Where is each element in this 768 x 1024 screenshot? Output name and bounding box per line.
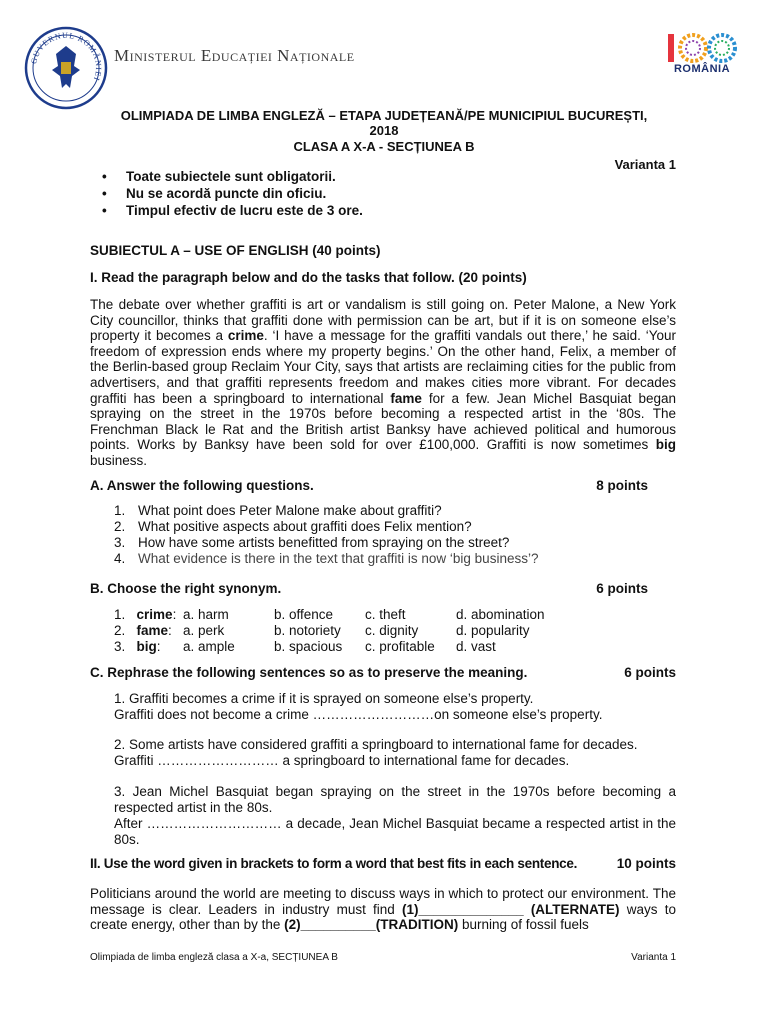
olympiad-title: OLIMPIADA DE LIMBA ENGLEZĂ – ETAPA JUDEȚEANĂ/PE MUNICIPIUL BUCUREȘTI, [120,108,648,123]
questions-list [114,503,538,567]
question-item: 1. What point does Peter Malone make about graffiti? [114,503,442,518]
part-ii-points: 10 points [616,856,676,871]
rephrase-item: 1. Graffiti becomes a crime if it is sprayed on someone else’s property. Graffiti does not become a crime ………………………on someone else’s property. [114,691,603,722]
keyword-crime: crime [227,328,264,344]
olympiad-year: 2018 [369,123,399,138]
gap-2: (2)__________(TRADITION) [284,917,459,933]
question-item: 4. What evidence is there in the text that graffiti is now ‘big business’? [114,551,539,566]
subject-a-heading: SUBIECTUL A – USE OF ENGLISH (40 points) [90,243,381,258]
romania-logo-subtext [662,76,742,81]
question-item: 3. How have some artists benefitted from spraying on the street? [114,535,510,550]
government-seal-icon [24,26,108,110]
footer-text: Olimpiada de limba engleză clasa a X-a, SECȚIUNEA B [90,952,338,963]
section-b-points: 6 points [596,581,648,596]
question-item: 2. What positive aspects about graffiti does Felix mention? [114,519,472,534]
part-ii-heading: II. Use the word given in brackets to form a word that best fits in each sentence. [90,856,578,871]
section-c-points: 6 points [624,665,676,680]
variant-label: Varianta 1 [614,157,676,172]
romania-100-logo-icon [660,26,742,96]
class-section: CLASA A X-A - SECȚIUNEA B [293,139,475,154]
keyword-fame: fame [390,390,422,406]
section-c-heading: C. Rephrase the following sentences so as to preserve the meaning. [90,665,528,680]
section-a-points: 8 points [596,478,648,493]
exam-page: GUVERNUL ROMÂNIEI Ministerul Educației Naționale ROMÂNIA OLIMPIADA DE LIMBA ENGLEZĂ – ETAPA JUDEȚEANĂ/PE MUNICIPIUL BUCUREȘTI, 2018 CLASA A X-A - SECȚIUNEA B Varianta 1 • Toate subiectele sunt obligatorii. • Nu se acordă puncte din oficiu. • Timpul efectiv de lucru este de 3 ore. SUBIECTUL A – USE OF ENGLISH (40 points) I. Read the paragraph below and do the tasks that follow. (20 points) The debate over whether graffiti is art or vandalism is still going on. Peter Malone, a New York City councillor, thinks that graffiti done with permission can be art, but if it is on someone else’s property it becomes a crime. ‘I have a message for the graffiti vandals out there,’ he said. ‘Your freedom of expression ends where my property begins.’ On the other hand, Felix, a member of the Berlin-based group Reclaim Your City, says that artists are reclaiming cities for the public from advertisers, and that graffiti represents freedom and makes cities more vibrant. For decades graffiti has been a springboard to international fame for a few. Jean Michel Basquiat began spraying on the street in the 1970s before becoming a respected artist in the ‘80s. The Frenchman Black le Rat and the British artist Banksy have achieved political and humorous points. Works by Banksy have been sold for over £100,000. Graffiti is now sometimes big business. A. Answer the following questions. 8 points 1. What point does Peter Malone make about graffiti? 2. What positive aspects about graffiti does Felix mention? 3. How have some artists benefitted from spraying on the street? 4. What evidence is there in the text that graffiti is now ‘big business’? B. Choose the right synonym. 6 points 1. crime: a. harm b. offence c. theft d. abomination 2. fame: a. perk b. notoriety c. dignity d. popularity 3. big: a. ample b. spacious c. profitable d. vast C. Rephrase the following sentences so as to preserve the meaning. 6 points 1. Graffiti becomes a crime if it is sprayed on someone else’s property. Graffiti does not become a crime ………………………on someone else’s property. 2. Some artists have considered graffiti a springboard to international fame for decades. Graffiti ……………………… a springboard to international fame for decades. 3. Jean Michel Basquiat began spraying on the street in the 1970s before becoming a respected artist in the 80s. After ………………………… a decade, Jean Michel Basquiat became a respected artist in the 80s. II. Use the word given in brackets to form a word that best fits in each sentence. 10 points Politicians around the world are meeting to discuss ways in which to protect our environment. The message is clear. Leaders in industry must find (1)______________ (ALTERNATE) ways to create energy, other than by the (2)__________(TRADITION) burning of fossil fuels Olimpiada de limba engleză clasa a X-a, SECȚIUNEA B Varianta 1 [0,0,768,1024]
gap-1: (1)______________ (ALTERNATE) [402,901,620,917]
rule-item: • Timpul efectiv de lucru este de 3 ore. [100,202,363,219]
rephrase-item: 3. Jean Michel Basquiat began spraying on the street in the 1970s before becoming a respected artist in the 80s. After ………………………… a decade, Jean Michel Basquiat became a respected artist in the 80s. [114,784,676,847]
rules-list [100,168,363,219]
romania-logo-text: ROMÂNIA [673,63,731,75]
rephrase-item: 2. Some artists have considered graffiti a springboard to international fame for decades. Graffiti ……………………… a springboard to international fame for decades. [114,737,638,768]
ministry-name: Ministerul Educației Naționale [114,46,355,65]
footer-variant: Varianta 1 [631,952,676,963]
part-i-heading: I. Read the paragraph below and do the tasks that follow. (20 points) [90,270,527,285]
rule-item: • Nu se acordă puncte din oficiu. [100,185,363,202]
part-ii-paragraph: Politicians around the world are meeting to discuss ways in which to protect our environment. The message is clear. Leaders in industry must find (1)______________ (ALTERNATE) ways to create energy, other than by the (2)__________(TRADITION) burning of fossil fuels [90,886,676,933]
rule-item: • Toate subiectele sunt obligatorii. [100,168,363,185]
svg-text:GUVERNUL ROMÂNIEI: GUVERNUL ROMÂNIEI [29,30,104,83]
keyword-big: big [655,437,676,453]
section-a-heading: A. Answer the following questions. [90,478,314,493]
section-b-heading: B. Choose the right synonym. [90,581,282,596]
reading-paragraph: The debate over whether graffiti is art or vandalism is still going on. Peter Malone, a New York City councillor, thinks that graffiti done with permission can be art, but if it is on someone else’s property it becomes a crime. ‘I have a message for the graffiti vandals out there,’ he said. ‘Your freedom of expression ends where my property begins.’ On the other hand, Felix, a member of the Berlin-based group Reclaim Your City, says that artists are reclaiming cities for the public from advertisers, and that graffiti represents freedom and makes cities more vibrant. For decades graffiti has been a springboard to international fame for a few. Jean Michel Basquiat began spraying on the street in the 1970s before becoming a respected artist in the ‘80s. The Frenchman Black le Rat and the British artist Banksy have achieved political and humorous points. Works by Banksy have been sold for over £100,000. Graffiti is now sometimes big business. [90,297,676,468]
